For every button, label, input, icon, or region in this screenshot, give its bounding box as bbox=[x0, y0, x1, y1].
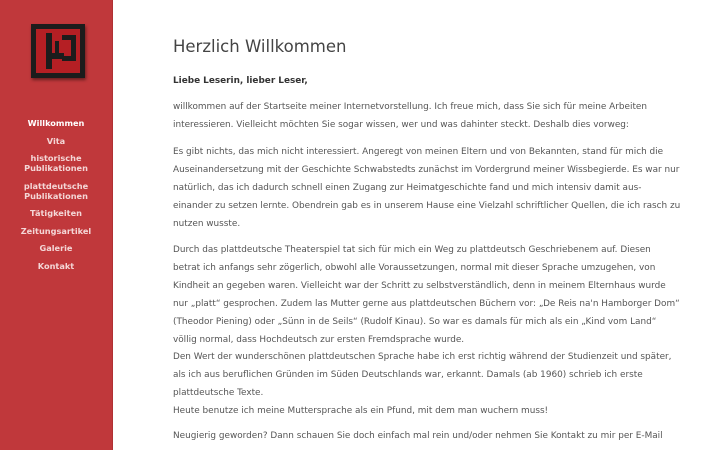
nav-item-taetigkeiten[interactable] bbox=[0, 208, 112, 218]
text-line: Kindheit an gegeben waren. Vielleicht war der Schritt zu selbstverständlich, denn in meinem Elternhaus wurde bbox=[173, 280, 666, 291]
text-line: natürlich, das ich dadurch schnell einen Zugang zur Heimatgeschichte fand und mich intensiv damit aus- bbox=[173, 182, 642, 193]
text-line: plattdeutsche Texte. bbox=[173, 388, 264, 399]
nav-label: plattdeutsche bbox=[23, 180, 89, 191]
text-line: Heute benutze ich meine Muttersprache als ein Pfund, mit dem man wuchern muss! bbox=[173, 406, 549, 417]
nav-item-galerie[interactable] bbox=[0, 243, 112, 253]
nav-label: Tätigkeiten bbox=[30, 208, 82, 218]
logo-background bbox=[36, 29, 80, 73]
nav-item-vita[interactable] bbox=[0, 136, 112, 146]
main-navigation bbox=[0, 118, 112, 278]
nav-item-plattdeutsche-publikationen[interactable] bbox=[0, 181, 112, 201]
nav-label: Publikationen bbox=[24, 190, 88, 201]
closing-paragraph bbox=[173, 428, 673, 446]
text-line: Auseinandersetzung mit der Geschichte Schwabstedts zunächst im Vordergrund meiner Wissbegierde. Es war nur bbox=[173, 164, 680, 175]
site-logo[interactable] bbox=[31, 24, 85, 78]
text-line: nur „platt“ gesprochen. Zudem las Mutter gerne aus plattdeutschen Büchern vor: „De Reis na'n Hamborger Dom“ bbox=[173, 298, 680, 309]
logo-glyph bbox=[55, 41, 59, 59]
nav-label: Kontakt bbox=[37, 260, 75, 271]
logo-glyph bbox=[62, 35, 76, 61]
nav-item-historische-publikationen[interactable] bbox=[0, 153, 112, 173]
greeting: Liebe Leserin, lieber Leser, bbox=[173, 76, 308, 86]
nav-label: Vita bbox=[46, 135, 66, 146]
text-line: betrat ich anfangs sehr zögerlich, obwohl alle Voraussetzungen, normal mit dieser Sprache umzugehen, von bbox=[173, 262, 656, 273]
plattdeutsch-paragraph bbox=[173, 242, 680, 421]
text-line: nutzen wusste. bbox=[173, 218, 241, 229]
nav-item-kontakt[interactable] bbox=[0, 261, 112, 271]
nav-item-willkommen[interactable] bbox=[0, 118, 112, 128]
nav-label: Publikationen bbox=[24, 163, 88, 173]
text-line: Den Wert der wunderschönen plattdeutschen Sprache habe ich erst richtig während der Studienzeit und später, bbox=[173, 352, 672, 363]
text-line: Es gibt nichts, das mich nicht interessiert. Angeregt von meinen Eltern und von Bekannten, stand für mich die bbox=[173, 147, 664, 157]
text-line: interessieren. Vielleicht möchten Sie sogar wissen, wer und was dahinter steckt. Deshalb dies vorweg: bbox=[173, 119, 629, 130]
nav-item-zeitungsartikel[interactable] bbox=[0, 226, 112, 236]
nav-label: Galerie bbox=[39, 243, 73, 253]
logo-glyph bbox=[46, 33, 52, 69]
intro-paragraph bbox=[173, 99, 673, 135]
text-line: (Theodor Piening) oder „Sünn in de Seils“ (Rudolf Kinau). So war es damals für mich als ein „Kind vom Land“ bbox=[173, 316, 657, 327]
text-line: Neugierig geworden? Dann schauen Sie doch einfach mal rein und/oder nehmen Sie Kontakt zu mir per E-Mail bbox=[173, 431, 663, 441]
nav-label: Willkommen bbox=[27, 118, 85, 128]
nav-label: Zeitungsartikel bbox=[20, 225, 92, 236]
text-line: völlig normal, dass Hochdeutsch zur ersten Fremdsprache wurde. bbox=[173, 334, 465, 345]
page-title: Herzlich Willkommen bbox=[173, 37, 347, 56]
interests-paragraph bbox=[173, 144, 681, 234]
text-line: willkommen auf der Startseite meiner Internetvorstellung. Ich freue mich, dass Sie sich für meine Arbeiten bbox=[173, 102, 648, 112]
text-line: einander zu setzen lernte. Obendrein gab es in unserem Hause eine Vielzahl schriftlicher Quellen, die ich rasch zu bbox=[173, 200, 681, 211]
nav-label: historische bbox=[30, 153, 82, 163]
sidebar bbox=[0, 0, 113, 450]
text-line: als ich aus beruflichen Gründen im Süden Deutschlands war, erkannt. Damals (ab 1960) schrieb ich erste bbox=[173, 370, 643, 381]
text-line: Durch das plattdeutsche Theaterspiel tat sich für mich ein Weg zu plattdeutsch Geschriebenem auf. Diesen bbox=[173, 245, 651, 255]
